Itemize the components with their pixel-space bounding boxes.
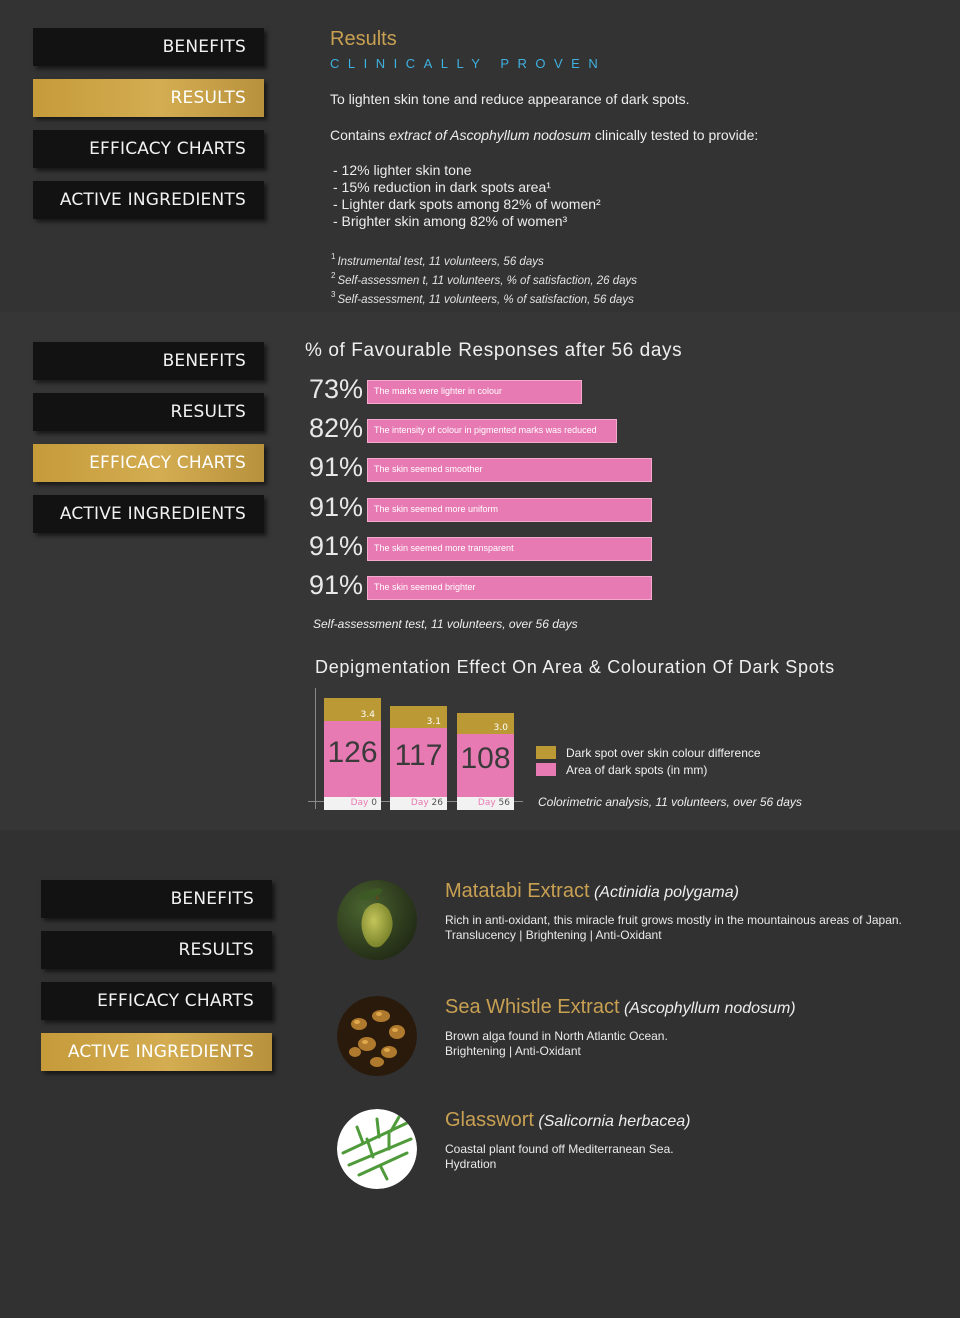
results-intro: To lighten skin tone and reduce appearance of dark spots. (330, 91, 690, 107)
bar-category-label: The skin seemed more uniform (374, 503, 499, 514)
bar-category-label: The skin seemed brighter (374, 582, 476, 592)
contains-prefix: Contains (330, 127, 390, 143)
ingredient-description: Brown alga found in North Atlantic Ocean. Brightening | Anti-Oxidant (445, 1029, 668, 1058)
bar-value-label: 3.0 (493, 722, 508, 733)
bar (367, 380, 582, 404)
bar-value-label: 91% (309, 530, 364, 561)
ingredient-description: Rich in anti-oxidant, this miracle fruit grows mostly in the mountainous areas of Japan. Translucency | Brightening | Anti-Oxidant (445, 913, 902, 942)
bar-category-label: The marks were lighter in colour (374, 386, 503, 396)
x-tick-label: Day 26 (390, 797, 447, 810)
bar (367, 419, 617, 443)
claim-item: - 12% lighter skin tone (333, 162, 472, 178)
brown-alga-image (337, 996, 417, 1076)
bar (367, 458, 652, 482)
bar-colour-difference (324, 698, 381, 721)
ingredient-name: Glasswort (Salicornia herbacea) (445, 1109, 691, 1131)
bar-value-label: 73% (309, 374, 364, 404)
results-section (0, 0, 960, 312)
bar-value-label: 82% (309, 413, 364, 444)
contains-suffix: clinically tested to provide: (590, 127, 759, 143)
footnote: $^2$ Self-assessmen t, 11 volunteers, % of satisfaction, 26 days (331, 271, 638, 287)
bar-group (324, 698, 381, 810)
claim-item: - Lighter dark spots among 82% of women² (333, 196, 601, 212)
ingredient-name: Matatabi Extract (Actinidia polygama) (445, 880, 739, 902)
bar-colour-difference (390, 706, 447, 727)
bar-value-label: 91% (309, 452, 364, 483)
bar-value-label: 108 (460, 741, 511, 775)
bar (367, 576, 652, 600)
x-tick-label: Day 56 (457, 797, 514, 810)
bar (367, 537, 652, 561)
glasswort-plant-image (337, 1109, 417, 1189)
footnotes (331, 250, 637, 307)
bar-category-label: The skin seemed smoother (374, 464, 483, 475)
bar-value-label: 117 (394, 738, 443, 772)
nav-menu (33, 28, 264, 232)
bar-value-label: 91% (309, 570, 364, 600)
nav-active-ingredients[interactable]: ACTIVE INGREDIENTS (41, 1033, 272, 1071)
contains-italic: extract of Ascophyllum nodosum (389, 127, 591, 143)
depigmentation-chart-note: Colorimetric analysis, 11 volunteers, over 56 days (538, 795, 802, 809)
depigmentation-chart-title: Depigmentation Effect On Area & Colouration Of Dark Spots (315, 657, 835, 677)
legend-swatch (536, 746, 556, 759)
results-subtitle: CLINICALLY PROVEN (330, 56, 607, 71)
nav-benefits[interactable]: BENEFITS (33, 342, 264, 380)
bar-colour-difference (457, 713, 514, 734)
x-tick-label: Day 0 (324, 797, 381, 810)
legend-item-pink: Area of dark spots (in mm) (536, 763, 707, 777)
ingredients-section (0, 830, 960, 1318)
legend-item-gold: Dark spot over skin colour difference (536, 746, 761, 760)
claims-list (333, 162, 601, 230)
results-contains (330, 127, 758, 143)
nav-benefits[interactable]: BENEFITS (41, 880, 272, 918)
bar-category-label: The skin seemed more transparent (374, 542, 514, 553)
bar-value-label: 91% (309, 491, 364, 522)
footnote: $^1$ Instrumental test, 11 volunteers, 56 days (331, 252, 544, 268)
depigmentation-chart (308, 688, 528, 812)
nav-benefits[interactable]: BENEFITS (33, 28, 264, 66)
nav-results[interactable]: RESULTS (41, 931, 272, 969)
bar-value-label: 3.1 (426, 716, 441, 727)
nav-efficacy-charts[interactable]: EFFICACY CHARTS (33, 130, 264, 168)
bar-spot-area (324, 721, 381, 810)
claim-item: - 15% reduction in dark spots area¹ (333, 179, 551, 195)
matatabi-fruit-image (337, 880, 417, 960)
nav-results[interactable]: RESULTS (33, 79, 264, 117)
bar-category-label: The intensity of colour in pigmented marks was reduced (374, 425, 597, 436)
bar-value-label: 126 (327, 735, 378, 769)
claim-item: - Brighter skin among 82% of women³ (333, 213, 568, 229)
responses-chart-title: % of Favourable Responses after 56 days (305, 340, 683, 361)
results-title: Results (330, 28, 397, 50)
legend-swatch (536, 763, 556, 776)
nav-active-ingredients[interactable]: ACTIVE INGREDIENTS (33, 181, 264, 219)
nav-menu (33, 342, 264, 546)
nav-active-ingredients[interactable]: ACTIVE INGREDIENTS (33, 495, 264, 533)
efficacy-section (0, 312, 960, 830)
bar-spot-area (390, 728, 447, 810)
nav-efficacy-charts[interactable]: EFFICACY CHARTS (33, 444, 264, 482)
bar (367, 498, 652, 522)
ingredient-description: Coastal plant found off Mediterranean Sea. Hydration (445, 1142, 674, 1171)
bar-group (390, 706, 447, 810)
footnote: $^3$ Self-assessment, 11 volunteers, % of satisfaction, 56 days (331, 290, 634, 306)
bar-value-label: 3.4 (360, 710, 375, 721)
y-axis (315, 688, 316, 809)
nav-menu (41, 880, 272, 1084)
ingredient-name: Sea Whistle Extract (Ascophyllum nodosum) (445, 996, 796, 1018)
bar-group (457, 713, 514, 810)
nav-efficacy-charts[interactable]: EFFICACY CHARTS (41, 982, 272, 1020)
bar-spot-area (457, 734, 514, 810)
nav-results[interactable]: RESULTS (33, 393, 264, 431)
responses-chart-note: Self-assessment test, 11 volunteers, over 56 days (313, 617, 578, 631)
